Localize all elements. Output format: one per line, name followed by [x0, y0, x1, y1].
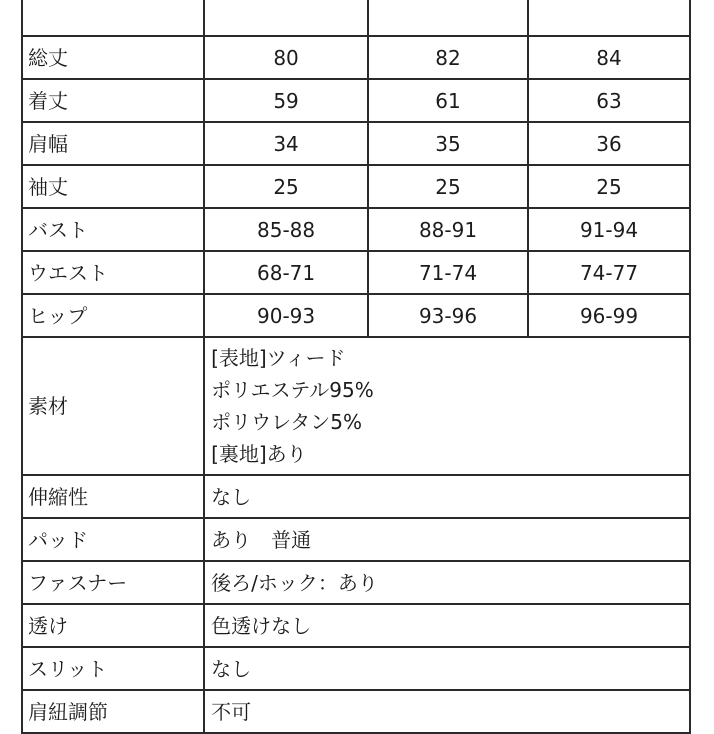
table-row	[22, 518, 690, 561]
row-label: スリット	[22, 647, 204, 690]
table-row	[22, 165, 690, 208]
table-row	[22, 251, 690, 294]
row-value: なし	[204, 475, 690, 518]
size-value	[204, 0, 368, 36]
size-value: 61	[368, 79, 528, 122]
size-spec-table	[21, 0, 691, 734]
table-row	[22, 79, 690, 122]
row-value: 色透けなし	[204, 604, 690, 647]
size-value: 96-99	[528, 294, 690, 337]
table-row-material	[22, 337, 690, 475]
row-value: 後ろ/ホック：あり	[204, 561, 690, 604]
table-row	[22, 36, 690, 79]
size-value: 63	[528, 79, 690, 122]
material-line: ポリエステル95%	[211, 378, 374, 402]
table-row	[22, 0, 690, 36]
row-label: パッド	[22, 518, 204, 561]
row-label: 総丈	[22, 36, 204, 79]
material-line: ポリウレタン5%	[211, 410, 363, 434]
table-row	[22, 208, 690, 251]
table-row	[22, 690, 690, 733]
size-value: 93-96	[368, 294, 528, 337]
size-value: 90-93	[204, 294, 368, 337]
size-value: 85-88	[204, 208, 368, 251]
row-label: 肩紐調節	[22, 690, 204, 733]
table-row	[22, 647, 690, 690]
size-value	[528, 0, 690, 36]
size-value: 71-74	[368, 251, 528, 294]
row-label: バスト	[22, 208, 204, 251]
size-value: 35	[368, 122, 528, 165]
row-label: ファスナー	[22, 561, 204, 604]
row-label: ヒップ	[22, 294, 204, 337]
size-value: 25	[204, 165, 368, 208]
row-label: 袖丈	[22, 165, 204, 208]
row-label: ウエスト	[22, 251, 204, 294]
size-value: 82	[368, 36, 528, 79]
size-value: 34	[204, 122, 368, 165]
row-label: 素材	[22, 337, 204, 475]
size-value: 25	[528, 165, 690, 208]
size-value: 74-77	[528, 251, 690, 294]
table-row	[22, 122, 690, 165]
table-row	[22, 604, 690, 647]
size-value: 80	[204, 36, 368, 79]
size-value	[368, 0, 528, 36]
size-value: 25	[368, 165, 528, 208]
material-line: [裏地]あり	[211, 442, 307, 466]
row-label: 伸縮性	[22, 475, 204, 518]
table-row	[22, 294, 690, 337]
size-value: 68-71	[204, 251, 368, 294]
row-value: あり 普通	[204, 518, 690, 561]
size-value: 59	[204, 79, 368, 122]
row-label: 着丈	[22, 79, 204, 122]
material-line: [表地]ツィード	[211, 346, 346, 370]
row-label	[22, 0, 204, 36]
row-label: 透け	[22, 604, 204, 647]
size-value: 91-94	[528, 208, 690, 251]
size-value: 84	[528, 36, 690, 79]
table-row	[22, 475, 690, 518]
size-value: 36	[528, 122, 690, 165]
material-cell	[204, 337, 690, 475]
row-value: 不可	[204, 690, 690, 733]
table-row	[22, 561, 690, 604]
row-value: なし	[204, 647, 690, 690]
size-value: 88-91	[368, 208, 528, 251]
row-label: 肩幅	[22, 122, 204, 165]
